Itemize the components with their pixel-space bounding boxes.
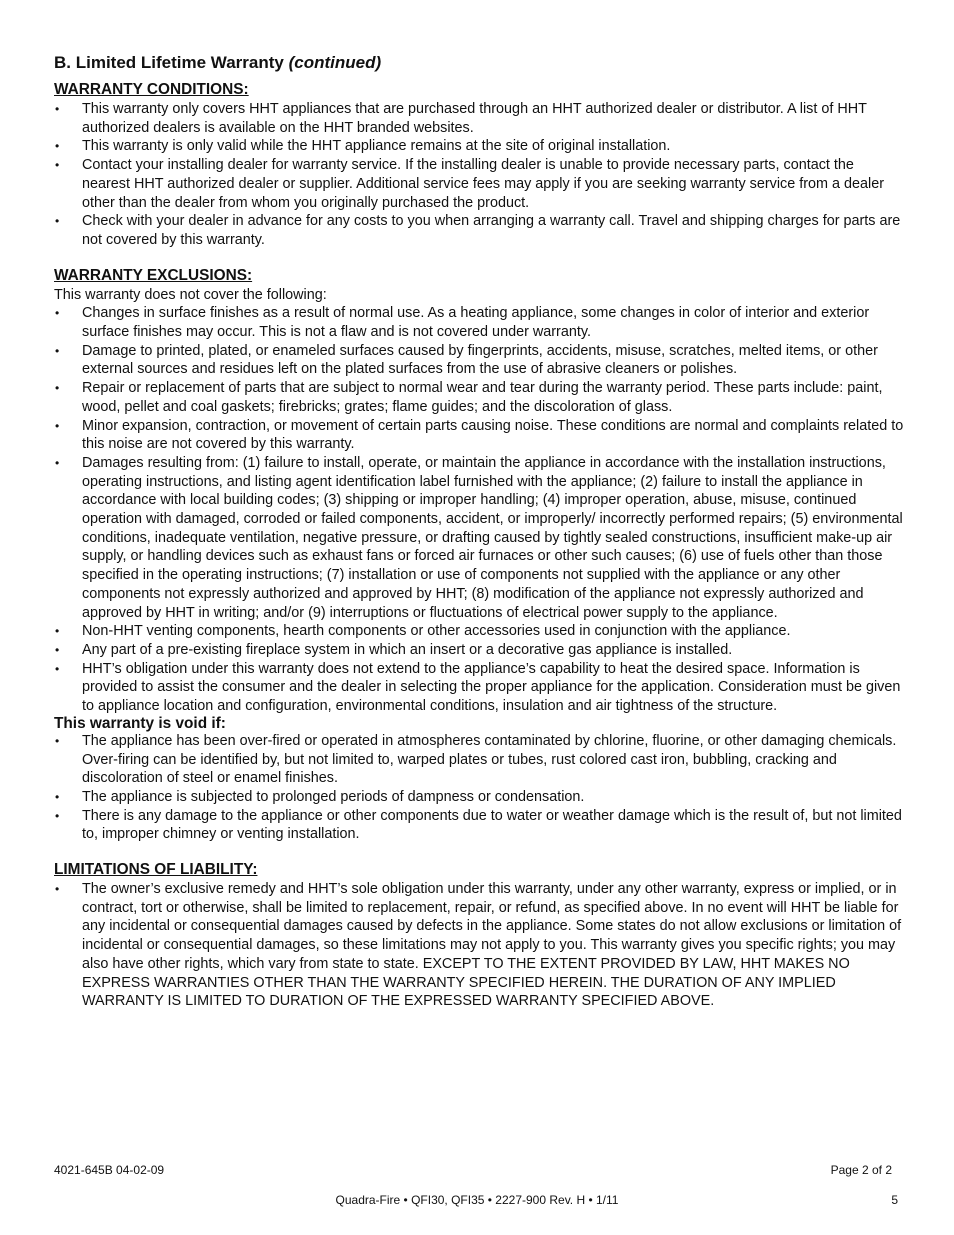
list-item: • Changes in surface finishes as a result of normal use. As a heating appliance, some changes in color of interior and exterior surface finishes may occur. This is not a flaw and is not covered under warranty. xyxy=(54,304,904,341)
limitations-of-liability-list xyxy=(54,880,904,1011)
list-item: • The appliance has been over-fired or operated in atmospheres contaminated by chlorine, fluorine, or other damaging chemicals. Over-firing can be identified by, but not limited to, warped plates or tubes, rust colored cast iron, bubbling, cracking and discoloration of steel or enamel finishes. xyxy=(54,732,904,788)
warranty-void-list xyxy=(54,732,904,844)
section-title: B. Limited Lifetime Warranty xyxy=(54,53,289,72)
document-code: 4021-645B 04-02-09 xyxy=(54,1163,165,1177)
list-item: • The appliance is subjected to prolonged periods of dampness or condensation. xyxy=(54,788,904,807)
section-heading xyxy=(54,52,904,74)
list-item: • This warranty only covers HHT appliances that are purchased through an HHT authorized dealer or distributor. A list of HHT authorized dealers is available on the HHT branded websites. xyxy=(54,100,904,137)
warranty-exclusions-list xyxy=(54,304,904,715)
list-item: • Repair or replacement of parts that are subject to normal wear and tear during the warranty period. These parts include: paint, wood, pellet and coal gaskets; firebricks; grates; flame guides; and the discoloration of glass. xyxy=(54,379,904,416)
limitations-of-liability-heading: LIMITATIONS OF LIABILITY: xyxy=(54,861,258,879)
section-subtitle: (continued) xyxy=(288,53,382,72)
exclusions-intro: This warranty does not cover the following: xyxy=(54,286,327,303)
page-of-count: Page 2 of 2 xyxy=(830,1163,892,1177)
page-number: 5 xyxy=(891,1193,898,1207)
warranty-exclusions-heading: WARRANTY EXCLUSIONS: xyxy=(54,266,253,284)
warranty-conditions-list xyxy=(54,100,904,250)
list-item: • There is any damage to the appliance or other components due to water or weather damage which is the result of, but not limited to, improper chimney or venting installation. xyxy=(54,807,904,844)
list-item: • The owner’s exclusive remedy and HHT’s sole obligation under this warranty, under any other warranty, express or implied, or in contract, tort or otherwise, shall be limited to replacement, repair, or refund, as specified above. In no event will HHT be liable for any incidental or consequential damages caused by defects in the appliance. Some states do not allow exclusions or limitation of incidental or consequential damages, so these limitations may not apply to you. This warranty gives you specific rights; you may also have other rights, which vary from state to state. EXCEPT TO THE EXTENT PROVIDED BY LAW, HHT MAKES NO EXPRESS WARRANTIES OTHER THAN THE WARRANTY SPECIFIED HEREIN. THE DURATION OF ANY IMPLIED WARRANTY IS LIMITED TO DURATION OF THE EXPRESSED WARRANTY SPECIFIED ABOVE. xyxy=(54,880,904,1011)
list-item: • HHT’s obligation under this warranty does not extend to the appliance’s capability to heat the desired space. Information is provided to assist the consumer and the dealer in selecting the proper appliance for the application. Consideration must be given to appliance location and configuration, environmental conditions, insulation and air tightness of the structure. xyxy=(54,660,904,716)
list-item: • Check with your dealer in advance for any costs to you when arranging a warranty call. Travel and shipping charges for parts are not covered by this warranty. xyxy=(54,212,904,249)
list-item: • Damages resulting from: (1) failure to install, operate, or maintain the appliance in accordance with the installation instructions, operating instructions, and listing agent identification label furnished with the appliance; (2) failure to install the appliance in accordance with local building codes; (3) shipping or improper handling; (4) improper operation, abuse, misuse, continued operation with damaged, corroded or failed components, accident, or improperly/ incorrectly performed repairs; (5) environmental conditions, inadequate ventilation, negative pressure, or drafting caused by tightly sealed constructions, insufficient make-up air supply, or handling devices such as exhaust fans or forced air furnaces or other such causes; (6) use of fuels other than those specified in the operating instructions; (7) installation or use of components not supplied with the appliance or any other components not expressly authorized and approved by HHT; (8) modification of the appliance not expressly authorized and approved by HHT in writing; and/or (9) interruptions or fluctuations of electrical power supply to the appliance. xyxy=(54,454,904,622)
list-item: • Any part of a pre-existing fireplace system in which an insert or a decorative gas appliance is installed. xyxy=(54,641,904,660)
list-item: • Contact your installing dealer for warranty service. If the installing dealer is unable to provide necessary parts, contact the nearest HHT authorized dealer or supplier. Additional service fees may apply if you are seeking warranty service from a dealer other than the dealer from whom you originally purchased the product. xyxy=(54,156,904,212)
warranty-conditions-heading: WARRANTY CONDITIONS: xyxy=(54,81,249,98)
footer-product-info: Quadra-Fire • QFI30, QFI35 • 2227-900 Rev. H • 1/11 xyxy=(335,1193,619,1207)
list-item: • Damage to printed, plated, or enameled surfaces caused by fingerprints, accidents, misuse, scratches, melted items, or other external sources and residues left on the plated surfaces from the use of abrasive cleaners or polishes. xyxy=(54,342,904,379)
list-item: • Minor expansion, contraction, or movement of certain parts causing noise. These conditions are normal and complaints related to this noise are not covered by this warranty. xyxy=(54,417,904,454)
list-item: • Non-HHT venting components, hearth components or other accessories used in conjunction with the appliance. xyxy=(54,622,904,641)
warranty-void-heading: This warranty is void if: xyxy=(54,714,226,732)
list-item: • This warranty is only valid while the HHT appliance remains at the site of original installation. xyxy=(54,137,904,156)
document-body xyxy=(54,52,904,1011)
